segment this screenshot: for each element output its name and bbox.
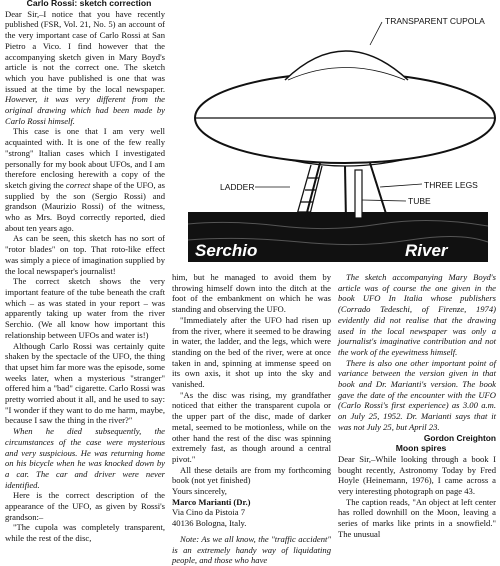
paragraph: him, but he managed to avoid them by throwing himself down into the ditch at the foot of the embankment on which he was standing and observing the UFO. <box>172 272 331 315</box>
label-cupola: TRANSPARENT CUPOLA <box>385 16 485 26</box>
signature: Gordon Creighton <box>423 432 496 443</box>
river-label-right: River <box>405 241 448 260</box>
leg <box>345 166 346 222</box>
label-ladder: LADDER <box>220 182 255 192</box>
tube <box>355 170 362 218</box>
closing: Yours sincerely, <box>172 486 227 497</box>
editor-note: Note: As we all know, the "traffic accident" is an extremely handy way of liquidating people, and those who have <box>172 533 331 566</box>
paragraph: "Immediately after the UFO had risen up from the river, where it seemed to be drawing in water, the ladder, and the legs, which were standing on the bed of the river, were at once taken in and, spinning at immense speed on its own axis, it shot up into the sky and vanished. <box>172 314 331 390</box>
cupola <box>285 51 408 80</box>
section-heading: Moon spires <box>395 443 447 454</box>
paragraph: There is also one other important point of variance between the version given in that book and Dr. Marianti's version. The book gave the date of the encounter with the UFO (Carlo Rossi's first experience) as 3.00 a.m. on July 25, 1952. Dr. Marianti says that it was not July 25, but April 23. <box>338 357 496 432</box>
ufo-sketch <box>170 0 500 272</box>
paragraph: Here is the correct description of the appearance of the UFO, as given by Rossi's grandson:– <box>5 490 165 522</box>
paragraph: The caption reads, "An object at left center has rolled downhill on the Moon, leaving a series of marks like prints in a snowfield." The unusual <box>338 496 496 539</box>
river-label-left: Serchio <box>195 241 258 260</box>
paragraph: The correct sketch shows the very important feature of the tube beneath the craft which – as was stated in your report – was apparently taking up water from the river Serchio. (We all know how important this relationship between UFOs and water is!) <box>5 276 165 340</box>
article-heading: Carlo Rossi: sketch correction <box>26 0 152 8</box>
address-line: Via Cino da Pistoia 7 <box>172 507 246 518</box>
label-legs: THREE LEGS <box>424 180 478 190</box>
paragraph: When he died subsequently, the circumstances of the case were mysterious and very suspicious. He was returning home on his bicycle when he was knocked down by a car. The car and driver were never identified. <box>5 426 165 490</box>
right-column <box>338 272 496 540</box>
label-tube: TUBE <box>408 196 431 206</box>
leg <box>370 163 388 220</box>
paragraph: This case is one that I am very well acquainted with. It is one of the few really "strong" Italian cases which I investigated personally for my book about UFOs, and I am therefore enclosing herewith a copy of the sketch giving the correct shape of the UFO, as supplied by the son (Sergio Rossi) and grandson (Maurizio Rossi) of the witness, who as Mrs. Boyd correctly reported, died about ten years ago. <box>5 126 165 233</box>
paragraph: As can be seen, this sketch has no sort of "rotor blades" on top. That roto-like effect was simply a piece of imagination supplied by the local newspaper's journalist! <box>5 233 165 276</box>
paragraph: Dear Sir,–While looking through a book I bought recently, Astronomy Today by Fred Hoyle (Heinemann, 1976), I came across a very interesting photograph on page 43. <box>338 453 496 497</box>
paragraph: The sketch accompanying Mary Boyd's article was of course the one given in the book UFO In Italia whose publishers (Corrado Tedeschi, of Firenze, 1974) evidently did not realise that the drawing used in the local newspaper was only a journalist's imaginative contribution and not the work of the eyewitness himself. <box>338 272 496 357</box>
author-name: Marco Marianti (Dr.) <box>172 496 251 507</box>
middle-column <box>172 272 331 566</box>
paragraph: Dear Sir,–I notice that you have recently published (FSR, Vol. 21, No. 5) an account of the very important case of Carlo Rossi at San Pietro a Vico. I find however that the accompanying sketch given in Mary Boyd's article is not the correct one. The sketch which you have published is one that was issued at the time by the local newspaper. However, it was very different from the original drawing which had been made by Carlo Rossi himself. <box>5 8 165 126</box>
paragraph: "As the disc was rising, my grandfather noticed that either the transparent cupola or the upper part of the disc, made of darker metal, seemed to be motionless, while on the other hand the rest of the disc was spinning extremely fast, as though around a central pivot." <box>172 389 331 464</box>
address-line: 40136 Bologna, Italy. <box>172 518 247 529</box>
paragraph: "The cupola was completely transparent, while the rest of the disc, <box>5 522 165 544</box>
paragraph: Although Carlo Rossi was certainly quite shaken by the spectacle of the UFO, the thing that upset him far more was the episode, some weeks later, when a mysterious "stranger" offered him a "bad" cigarette. Carlo Rossi was pretty worried about it all, and he used to say: "I wonder if they want to do me harm, maybe, because I saw the thing in the river?" <box>5 340 165 426</box>
left-column <box>5 0 165 544</box>
paragraph: All these details are from my forthcoming book (not yet finished) <box>172 464 331 486</box>
